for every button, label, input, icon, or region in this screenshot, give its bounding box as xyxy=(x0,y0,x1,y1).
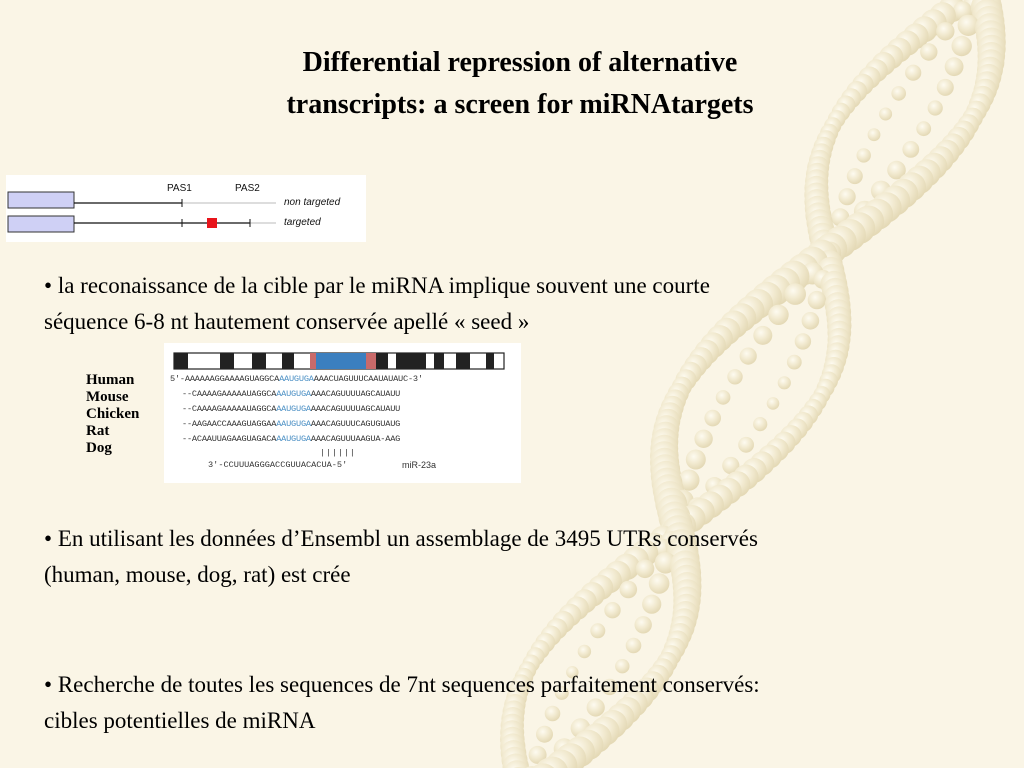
dna-atom xyxy=(686,450,706,470)
title-line-2: transcripts: a screen for miRNAtargets xyxy=(286,89,754,120)
dna-atom xyxy=(635,616,652,633)
title-line-1: Differential repression of alternative xyxy=(302,47,738,78)
seed-alignment-figure xyxy=(164,343,521,483)
bullet-text-line-2: cibles potentielles de miRNA xyxy=(44,708,316,733)
dna-atom xyxy=(787,355,802,370)
dna-atom xyxy=(868,128,881,141)
bullet-ensembl-utrs xyxy=(44,521,984,593)
dna-atom xyxy=(626,638,642,654)
pas2-label: PAS2 xyxy=(235,183,260,194)
dna-atom xyxy=(604,602,620,618)
alignment-row-human: 5'-AAAAAAGGAAAAGUAGGCAAAUGUGAAAACUAGUUUCAAUAUAUC-3' xyxy=(170,374,423,384)
non-targeted-label: non targeted xyxy=(284,197,341,208)
bullet-text-line-1: la reconaissance de la cible par le miRNA implique souvent une courte xyxy=(52,273,710,298)
bullet-text-line-2: (human, mouse, dog, rat) est crée xyxy=(44,562,351,587)
dna-atom xyxy=(839,188,856,205)
bullet-seed-recognition xyxy=(44,268,984,340)
species-label-mouse: Mouse xyxy=(86,389,129,405)
bullet-text-line-1: Recherche de toutes les sequences de 7nt sequences parfaitement conservés: xyxy=(52,672,760,697)
bullet-7nt-search xyxy=(44,667,984,739)
species-label-human: Human xyxy=(86,372,135,388)
slide-title xyxy=(0,42,1024,126)
dna-atom xyxy=(578,645,591,658)
pas-transcript-figure xyxy=(6,175,366,242)
bullet-marker: • xyxy=(44,273,53,298)
species-label-rat: Rat xyxy=(86,423,110,439)
dna-atom xyxy=(642,595,661,614)
base-pairing-ticks: |||||| xyxy=(320,448,356,458)
mirna-name: miR-23a xyxy=(402,460,437,470)
dna-atom xyxy=(753,417,767,431)
species-label-dog: Dog xyxy=(86,440,112,456)
dna-atom xyxy=(902,141,919,158)
dna-atom xyxy=(694,430,712,448)
mirna-target-site-marker xyxy=(207,218,217,228)
dna-atom xyxy=(738,437,754,453)
exon-box-targeted xyxy=(8,216,74,232)
dna-atom xyxy=(847,168,863,184)
species-labels xyxy=(86,372,139,457)
bullet-marker: • xyxy=(44,526,53,551)
mirna-sequence: 3'-CCUUUAGGGACCGUUACACUA-5' xyxy=(208,460,348,470)
bullet-marker: • xyxy=(44,672,53,697)
dna-atom xyxy=(590,623,605,638)
bullet-text-line-2: séquence 6-8 nt hautement conservée apellé « seed » xyxy=(44,309,530,334)
alignment-row-rat: --AAGAACCAAAGUAGGAAAAUGUGAAAACAGUUUCAGUGUAUG xyxy=(182,419,401,429)
bullet-text-line-1: En utilisant les données d’Ensembl un assemblage de 3495 UTRs conservés xyxy=(52,526,758,551)
pas1-label: PAS1 xyxy=(167,183,192,194)
exon-box-non-targeted xyxy=(8,192,74,208)
dna-atom xyxy=(727,369,742,384)
dna-atom xyxy=(778,376,791,389)
dna-atom xyxy=(704,410,721,427)
dna-atom xyxy=(767,397,780,410)
species-label-chicken: Chicken xyxy=(86,406,140,422)
alignment-row-dog: --ACAAUUAGAAGUAGACAAAUGUGAAAACAGUUUAAGUA-AAG xyxy=(182,434,401,444)
dna-atom xyxy=(936,22,954,40)
dna-atom xyxy=(716,390,731,405)
dna-atom xyxy=(857,148,871,162)
alignment-row-chicken: --CAAAAGAAAAAUAGGCAAAUGUGAAAACAGUUUUAGCAUAUU xyxy=(182,404,401,414)
alignment-row-mouse: --CAAAAGAAAAAUAGGCAAAUGUGAAAACAGUUUUAGCAUAUU xyxy=(182,389,401,399)
targeted-label: targeted xyxy=(284,217,321,228)
dna-atom xyxy=(740,348,757,365)
